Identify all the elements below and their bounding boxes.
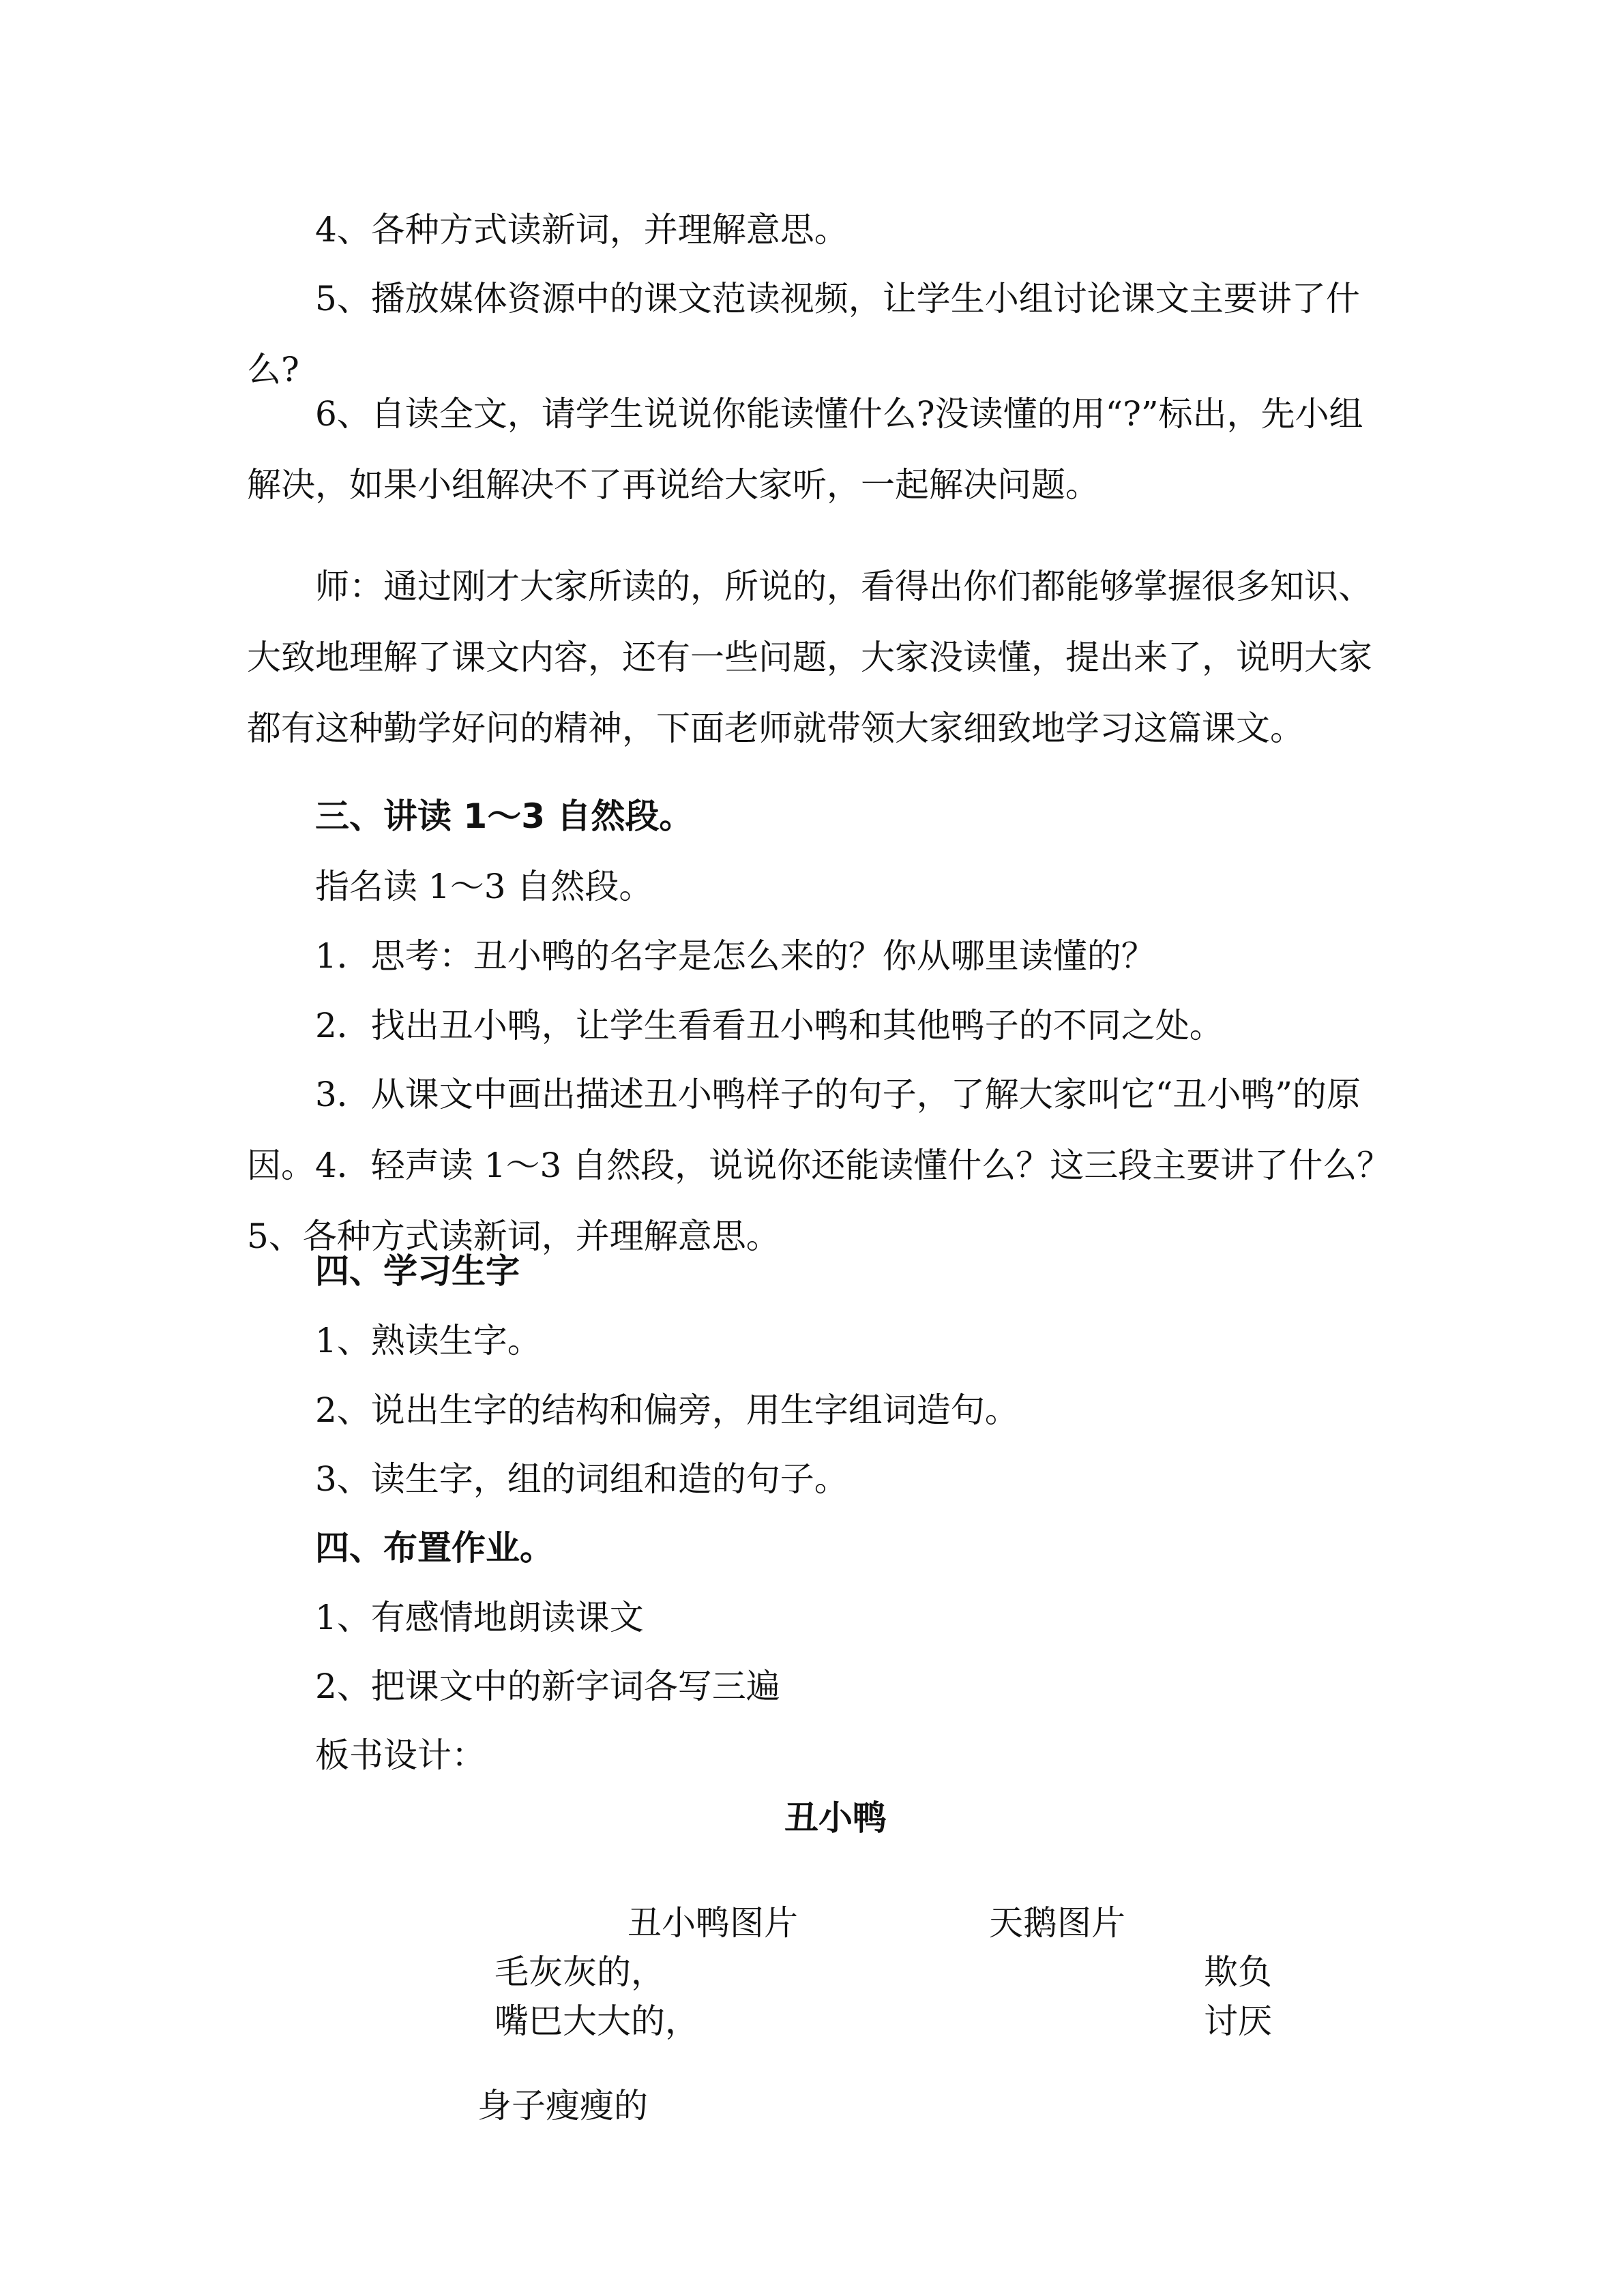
paragraph-find: 2．找出丑小鸭，让学生看看丑小鸭和其他鸭子的不同之处。 [315,1006,1224,1045]
board-right-item: 讨厌 [1204,2001,1272,2041]
paragraph-homework-2: 2、把课文中的新字词各写三遍 [315,1667,780,1706]
paragraph-read-characters: 1、熟读生字。 [315,1321,542,1360]
board-left-item: 嘴巴大大的， [494,2001,699,2041]
board-left-item: 身子瘦瘦的 [477,2086,648,2126]
board-left-item: 毛灰灰的， [494,1952,665,1992]
board-title: 丑小鸭 [784,1798,887,1838]
paragraph-read-words: 3、读生字，组的词组和造的句子。 [315,1459,848,1499]
paragraph-homework-1: 1、有感情地朗读课文 [315,1598,644,1637]
paragraph-structure: 2、说出生字的结构和偏旁，用生字组词造句。 [315,1390,1019,1430]
paragraph-think: 1．思考：丑小鸭的名字是怎么来的？你从哪里读懂的？ [315,936,1155,976]
board-right-image-label: 天鹅图片 [989,1903,1125,1943]
section-heading-3: 三、讲读 1～3 自然段。 [315,796,694,836]
section-heading-homework: 四、布置作业。 [315,1528,554,1568]
board-left-image-label: 丑小鸭图片 [628,1903,798,1943]
board-right-item: 欺负 [1204,1952,1272,1992]
paragraph-draw-sentences: 3．从课文中画出描述丑小鸭样子的句子，了解大家叫它“丑小鸭”的原因。4．轻声读 1～3 自然段，说说你还能读懂什么？这三段主要讲了什么？ 5、各种方式读新词，并理解意思。 [247,1075,1391,1256]
paragraph-teacher: 师：通过刚才大家所读的，所说的，看得出你们都能够掌握很多知识、大致地理解了课文内容，还有一些问题，大家没读懂，提出来了，说明大家都有这种勤学好问的精神，下面老师就带领大家细致地学习这篇课文。 [247,567,1372,748]
paragraph-step-4: 4、各种方式读新词，并理解意思。 [315,210,848,250]
paragraph-step-6: 6、自读全文，请学生说说你能读懂什么?没读懂的用“?”标出，先小组解决，如果小组解决不了再说给大家听，一起解决问题。 [247,394,1363,505]
paragraph-named-reading: 指名读 1～3 自然段。 [315,867,653,906]
paragraph-step-5: 5、播放媒体资源中的课文范读视频，让学生小组讨论课文主要讲了什么? [247,279,1360,389]
paragraph-board-design: 板书设计： [315,1735,486,1775]
section-heading-4: 四、学习生字 [315,1251,520,1291]
